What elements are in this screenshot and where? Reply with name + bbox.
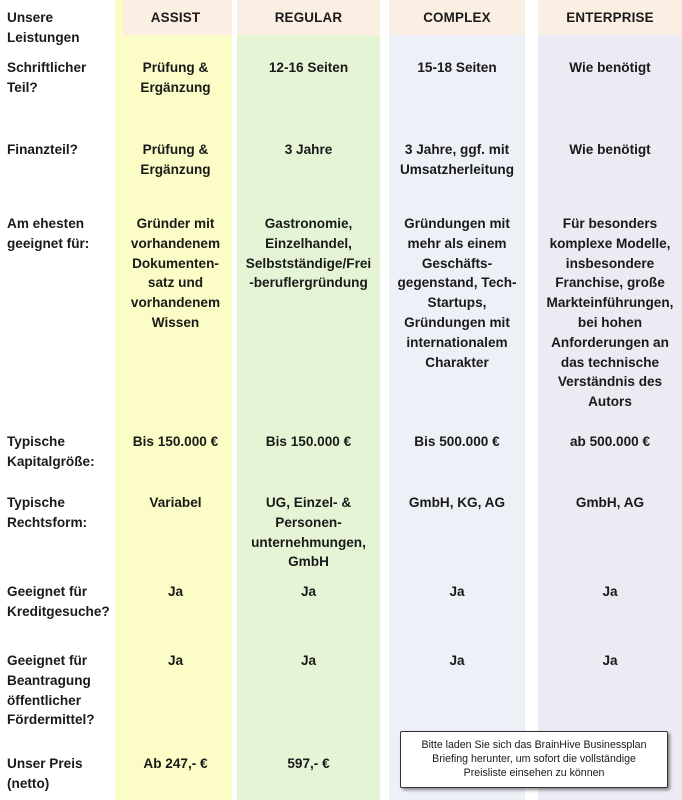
row-label-kapital: Typische Kapitalgröße: — [7, 434, 95, 469]
schriftlich-complex: 15-18 Seiten — [417, 60, 497, 75]
kredit-complex: Ja — [449, 584, 465, 599]
regular-column-background — [237, 0, 380, 800]
preis-regular: 597,- € — [287, 756, 330, 771]
schriftlich-assist: Prüfung & Ergänzung — [140, 60, 211, 95]
rechtsform-assist: Variabel — [149, 495, 202, 510]
foerder-assist: Ja — [167, 653, 184, 668]
kapital-enterprise: ab 500.000 € — [569, 434, 651, 449]
row-label-geeignet: Am ehesten geeignet für: — [7, 216, 90, 251]
finanz-regular: 3 Jahre — [284, 142, 333, 157]
row-label-kredit: Geeignet für Kreditgesuche? — [7, 584, 110, 619]
geeignet-enterprise: Für besonders komplexe Modelle, insbesondere Franchise, große Markteinführungen, bei hohen Anforderungen an das technische Verständnis des Autors — [546, 216, 674, 410]
foerder-complex: Ja — [449, 653, 465, 668]
row-label-foerder: Geeignet für Beantragung öffentlicher Fördermittel? — [7, 653, 95, 728]
header-assist: ASSIST — [150, 10, 201, 25]
foerder-enterprise: Ja — [602, 653, 618, 668]
complex-column-background — [389, 0, 525, 800]
row-label-schriftlich: Schriftlicher Teil? — [7, 60, 87, 95]
schriftlich-regular: 12-16 Seiten — [268, 60, 349, 75]
kredit-regular: Ja — [300, 584, 317, 599]
rechtsform-enterprise: GmbH, AG — [575, 495, 645, 510]
geeignet-assist: Gründer mit vorhandenem Dokumenten- satz und vorhandenem Wissen — [130, 216, 221, 330]
preis-assist: Ab 247,- € — [143, 756, 208, 771]
rechtsform-regular: UG, Einzel- & Personen- unternehmungen, GmbH — [251, 495, 366, 570]
kapital-complex: Bis 500.000 € — [414, 434, 500, 449]
finanz-complex: 3 Jahre, ggf. mit Umsatzherleitung — [399, 142, 515, 177]
header-row-label: Unsere Leistungen — [7, 10, 80, 45]
assist-column-background — [115, 0, 232, 800]
foerder-regular: Ja — [300, 653, 317, 668]
finanz-enterprise: Wie benötigt — [569, 142, 651, 157]
kredit-enterprise: Ja — [602, 584, 618, 599]
row-label-rechtsform: Typische Rechtsform: — [7, 495, 88, 530]
rechtsform-complex: GmbH, KG, AG — [408, 495, 506, 510]
kapital-assist: Bis 150.000 € — [132, 434, 219, 449]
kredit-assist: Ja — [167, 584, 184, 599]
geeignet-complex: Gründungen mit mehr als einem Geschäfts- gegenstand, Tech- Startups, Gründungen mit internationalem Charakter — [397, 216, 517, 370]
kapital-regular: Bis 150.000 € — [265, 434, 352, 449]
header-regular: REGULAR — [274, 10, 343, 25]
price-list-note: Bitte laden Sie sich das BrainHive Businessplan Briefing herunter, um sofort die vollständige Preisliste einsehen zu können — [400, 731, 668, 788]
geeignet-regular: Gastronomie, Einzelhandel, Selbstständige/Frei -beruflergründung — [245, 216, 372, 291]
row-label-finanz: Finanzteil? — [7, 142, 78, 157]
schriftlich-enterprise: Wie benötigt — [569, 60, 651, 75]
row-label-preis: Unser Preis (netto) — [7, 756, 83, 791]
finanz-assist: Prüfung & Ergänzung — [140, 142, 211, 177]
header-complex: COMPLEX — [423, 10, 491, 25]
header-enterprise: ENTERPRISE — [566, 10, 654, 25]
